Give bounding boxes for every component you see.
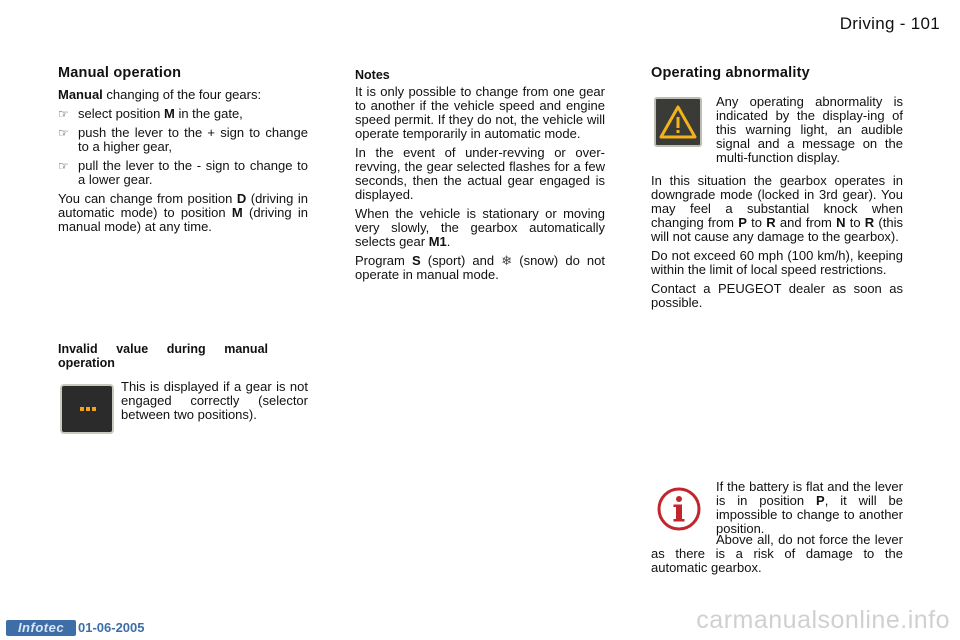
middle-column [355, 68, 605, 287]
change-position-paragraph: You can change from position D (driving in automatic mode) to position M (driving in manual mode) at any time. [58, 191, 308, 234]
downgrade-mode-paragraph: In this situation the gearbox operates in downgrade mode (locked in 3rd gear). You may feel a substantial knock when changing from P to R and from N to R (this will not cause any damage to the gearbox). [651, 173, 903, 244]
footer-date: 01-06-2005 [78, 620, 145, 635]
watermark: carmanualsonline.info [696, 606, 950, 634]
contact-dealer-paragraph: Contact a PEUGEOT dealer as soon as possible. [651, 281, 903, 310]
force-lever-text: Above all, do not force the lever as there is a risk of damage to the automatic gearbox. [651, 532, 903, 575]
warning-text-block [716, 95, 903, 170]
gear-invalid-dots-icon [60, 384, 114, 434]
manual-intro: Manual changing of the four gears: [58, 87, 262, 102]
warning-triangle-icon [654, 97, 702, 147]
invalid-value-title: Invalid value during manual operation [58, 342, 268, 370]
battery-flat-text: If the battery is flat and the lever is in position P, it will be impossible to change to another position. [716, 479, 903, 536]
right-column-body [651, 174, 903, 315]
manual-operation-title: Manual operation [58, 65, 182, 81]
speed-limit-paragraph: Do not exceed 60 mph (100 km/h), keeping within the limit of local speed restrictions. [651, 248, 903, 277]
right-column-title-block [651, 66, 903, 88]
invalid-value-text: This is displayed if a gear is not engaged correctly (selector between two positions). [121, 379, 308, 422]
notes-title: Notes [355, 68, 390, 82]
snowflake-icon: ❄ [501, 253, 513, 268]
bullet-push-lever: ☞ push the lever to the + sign to change to a higher gear, [58, 125, 308, 154]
page-header-title: Driving - 101 [839, 14, 940, 33]
info-circle-icon [656, 486, 702, 532]
pointing-hand-icon: ☞ [58, 126, 69, 140]
invalid-value-text-block [121, 380, 308, 427]
left-column [58, 66, 308, 239]
pointing-hand-icon: ☞ [58, 159, 69, 173]
notes-paragraph-2: In the event of under-revving or over-revving, the gear selected flashes for a few seconds, then the actual gear engaged is displayed. [355, 145, 605, 202]
info-text-block [716, 480, 903, 539]
operating-abnormality-title: Operating abnormality [651, 65, 810, 81]
notes-paragraph-4: Program S (sport) and ❄ (snow) do not operate in manual mode. [355, 253, 605, 282]
notes-paragraph-3: When the vehicle is stationary or moving very slowly, the gearbox automatically selects gear M1. [355, 206, 605, 249]
pointing-hand-icon: ☞ [58, 107, 69, 121]
warning-light-text: Any operating abnormality is indicated by the display-ing of this warning light, an audible signal and a message on the multi-function display. [716, 94, 903, 165]
bullet-pull-lever: ☞ pull the lever to the - sign to change to a lower gear. [58, 158, 308, 187]
force-lever-text-block [651, 533, 903, 580]
infotec-logo: Infotec [6, 620, 76, 636]
bullet-select-position: ☞ select position M in the gate, [58, 106, 243, 121]
invalid-value-section [58, 342, 308, 375]
notes-paragraph-1: It is only possible to change from one gear to another if the vehicle speed and engine speed permit. If they do not, the vehicle will operate temporarily in automatic mode. [355, 84, 605, 141]
